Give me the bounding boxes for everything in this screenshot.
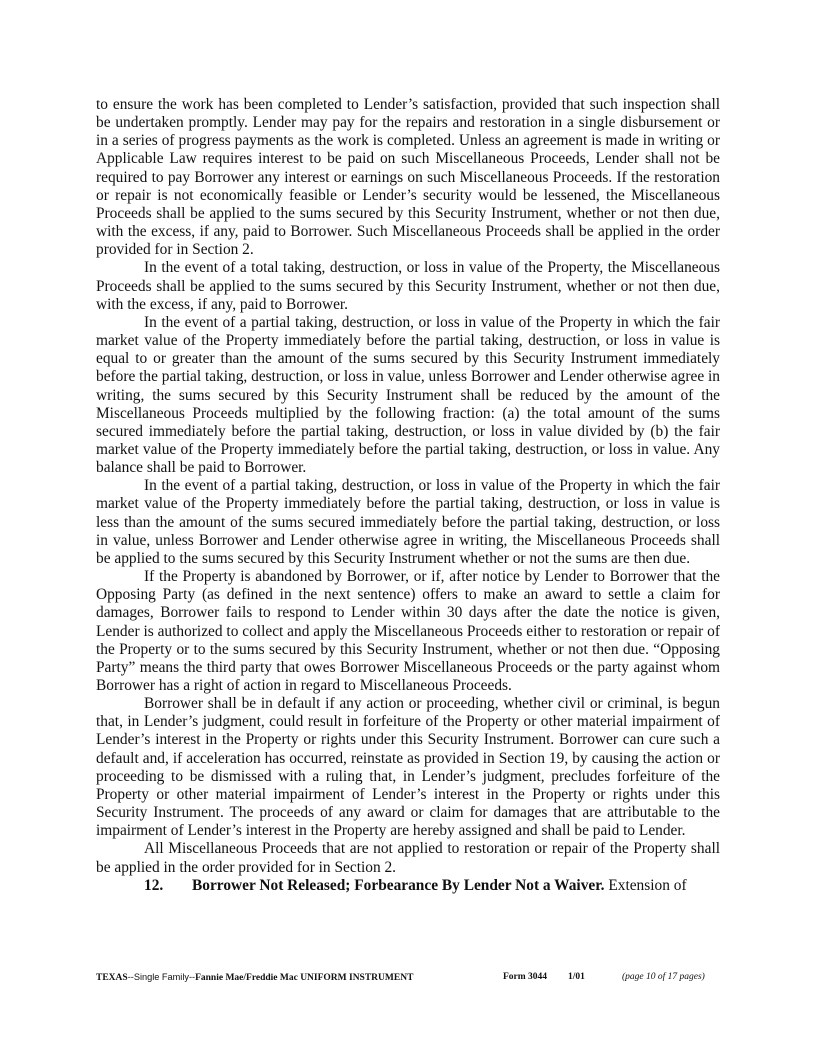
footer-separator: -- [127, 972, 134, 982]
footer-separator: -- [188, 972, 196, 982]
footer-form-number: Form 3044 [503, 972, 548, 982]
paragraph-borrower-default: Borrower shall be in default if any action or proceeding, whether civil or criminal, is begun that, in Lender’s judgment, could result in forfeiture of the Property or other material impairment of Lender’s interest in the Property or rights under this Security Instrument. Borrower can cure such a default and, if acceleration has occurred, reinstate as provided in Section 19, by causing the action or proceeding to be dismissed with a ruling that, in Lender’s judgment, precludes forfeiture of the Property or other material impairment of Lender’s interest in the Property or rights under this Security Instrument. The proceeds of any award or claim for damages that are attributable to the impairment of Lender’s interest in the Property are hereby assigned and shall be paid to Lender. [96, 695, 720, 840]
paragraph-partial-taking-less: In the event of a partial taking, destruction, or loss in value of the Property in which the fair market value of the Property immediately before the partial taking, destruction, or loss in value is less than the amount of the sums secured immediately before the partial taking, destruction, or loss in value, unless Borrower and Lender otherwise agree in writing, the Miscellaneous Proceeds shall be applied to the sums secured by this Security Instrument whether or not the sums are then due. [96, 477, 720, 567]
document-body [96, 96, 720, 895]
footer-page-info: (page 10 of 17 pages) [622, 972, 705, 982]
footer-state: TEXAS [96, 973, 128, 983]
paragraph-misc-proceeds-order: All Miscellaneous Proceeds that are not applied to restoration or repair of the Property shall be applied in the order provided for in Section 2. [96, 840, 720, 876]
section-12-heading [96, 877, 720, 895]
paragraph-abandoned-property: If the Property is abandoned by Borrower, or if, after notice by Lender to Borrower that the Opposing Party (as defined in the next sentence) offers to make an award to settle a claim for damages, Borrower fails to respond to Lender within 30 days after the date the notice is given, Lender is authorized to collect and apply the Miscellaneous Proceeds either to restoration or repair of the Property or to the sums secured by this Security Instrument, whether or not then due. “Opposing Party” means the third party that owes Borrower Miscellaneous Proceeds or the party against whom Borrower has a right of action in regard to Miscellaneous Proceeds. [96, 568, 720, 694]
section-title: Borrower Not Released; Forbearance By Lender Not a Waiver. [192, 876, 605, 894]
paragraph-partial-taking-greater: In the event of a partial taking, destruction, or loss in value of the Property in which the fair market value of the Property immediately before the partial taking, destruction, or loss in value is equal to or greater than the amount of the sums secured by this Security Instrument immediately before the partial taking, destruction, or loss in value, unless Borrower and Lender otherwise agree in writing, the sums secured by this Security Instrument shall be reduced by the amount of the Miscellaneous Proceeds multiplied by the following fraction: (a) the total amount of the sums secured immediately before the partial taking, destruction, or loss in value divided by (b) the fair market value of the Property immediately before the partial taking, destruction, or loss in value. Any balance shall be paid to Borrower. [96, 313, 720, 477]
footer-form-date: 1/01 [568, 972, 585, 982]
footer-instrument: Fannie Mae/Freddie Mac UNIFORM INSTRUMENT [195, 973, 414, 983]
paragraph-total-taking: In the event of a total taking, destruction, or loss in value of the Property, the Miscellaneous Proceeds shall be applied to the sums secured by this Security Instrument, whether or not then due, with the excess, if any, paid to Borrower. [96, 259, 720, 313]
footer-type: Single Family [133, 972, 189, 982]
page-footer [96, 972, 736, 983]
section-text: Extension of [604, 876, 687, 894]
paragraph-repair-restoration: to ensure the work has been completed to Lender’s satisfaction, provided that such inspection shall be undertaken promptly. Lender may pay for the repairs and restoration in a single disbursement or in a series of progress payments as the work is completed. Unless an agreement is made in writing or Applicable Law requires interest to be paid on such Miscellaneous Proceeds, Lender shall not be required to pay Borrower any interest or earnings on such Miscellaneous Proceeds. If the restoration or repair is not economically feasible or Lender’s security would be lessened, the Miscellaneous Proceeds shall be applied to the sums secured by this Security Instrument, whether or not then due, with the excess, if any, paid to Borrower. Such Miscellaneous Proceeds shall be applied in the order provided for in Section 2. [96, 96, 720, 259]
section-number: 12. [144, 876, 164, 894]
